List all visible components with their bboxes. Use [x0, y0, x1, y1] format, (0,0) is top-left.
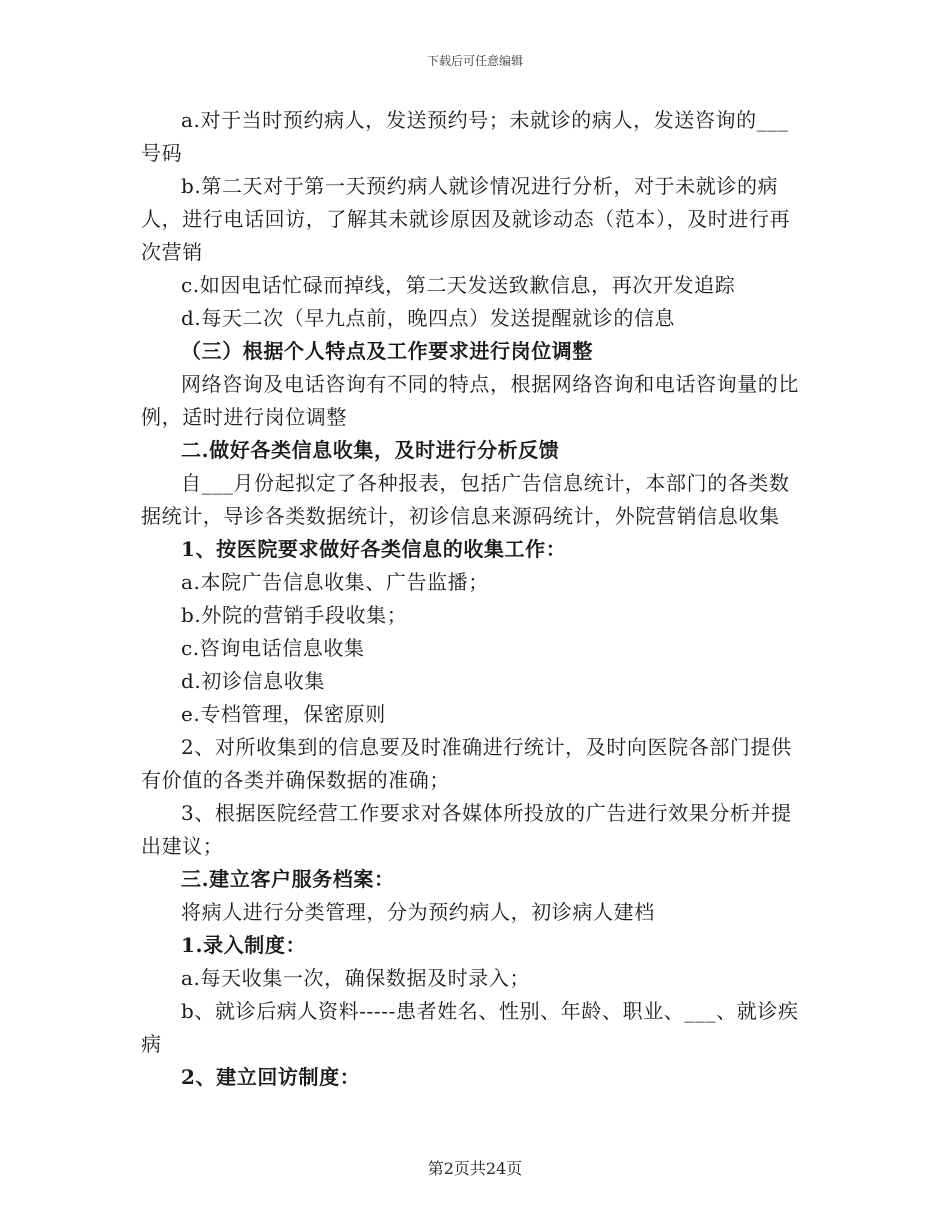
subsection-heading: 1.录入制度： [181, 933, 307, 957]
paragraph: 3、根据医院经营工作要求对各媒体所投放的广告进行效果分析并提出建议； [141, 801, 792, 858]
paragraph: b.第二天对于第一天预约病人就诊情况进行分析，对于未就诊的病人，进行电话回访，了解其未就诊原因及就诊动态（范本），及时进行再次营销 [141, 174, 791, 264]
section-heading: 二.做好各类信息收集，及时进行分析反馈 [181, 438, 560, 462]
list-item: a.每天收集一次，确保数据及时录入； [181, 966, 531, 990]
paragraph: c.如因电话忙碌而掉线，第二天发送致歉信息，再次开发追踪 [181, 273, 736, 297]
paragraph: 网络咨询及电话咨询有不同的特点，根据网络咨询和电话咨询量的比例，适时进行岗位调整 [141, 372, 799, 429]
paragraph: 2、对所收集到的信息要及时准确进行统计，及时向医院各部门提供有价值的各类并确保数据的准确； [141, 735, 792, 792]
paragraph: a.对于当时预约病人，发送预约号；未就诊的病人，发送咨询的___号码 [141, 108, 789, 165]
page-header-note: 下载后可任意编辑 [426, 54, 523, 68]
subsection-heading: 1、按医院要求做好各类信息的收集工作： [181, 537, 567, 561]
list-item: d.初诊信息收集 [181, 669, 325, 693]
list-item: c.咨询电话信息收集 [181, 636, 365, 660]
paragraph: 将病人进行分类管理，分为预约病人，初诊病人建档 [181, 900, 655, 924]
list-item: e.专档管理，保密原则 [181, 702, 386, 726]
paragraph: d.每天二次（早九点前，晚四点）发送提醒就诊的信息 [181, 306, 676, 330]
section-heading: 三.建立客户服务档案： [181, 867, 395, 891]
list-item: a.本院广告信息收集、广告监播； [181, 570, 489, 594]
section-heading: （三）根据个人特点及工作要求进行岗位调整 [181, 339, 593, 363]
document-body [141, 104, 809, 1094]
page-number-footer: 第2页共24页 [427, 1159, 523, 1178]
list-item: b、就诊后病人资料-----患者姓名、性别、年龄、职业、___、就诊疾病 [141, 999, 799, 1056]
list-item: b.外院的营销手段收集； [181, 603, 408, 627]
paragraph: 自___月份起拟定了各种报表，包括广告信息统计，本部门的各类数据统计，导诊各类数据统计，初诊信息来源码统计，外院营销信息收集 [141, 471, 790, 528]
subsection-heading: 2、建立回访制度： [181, 1065, 361, 1089]
